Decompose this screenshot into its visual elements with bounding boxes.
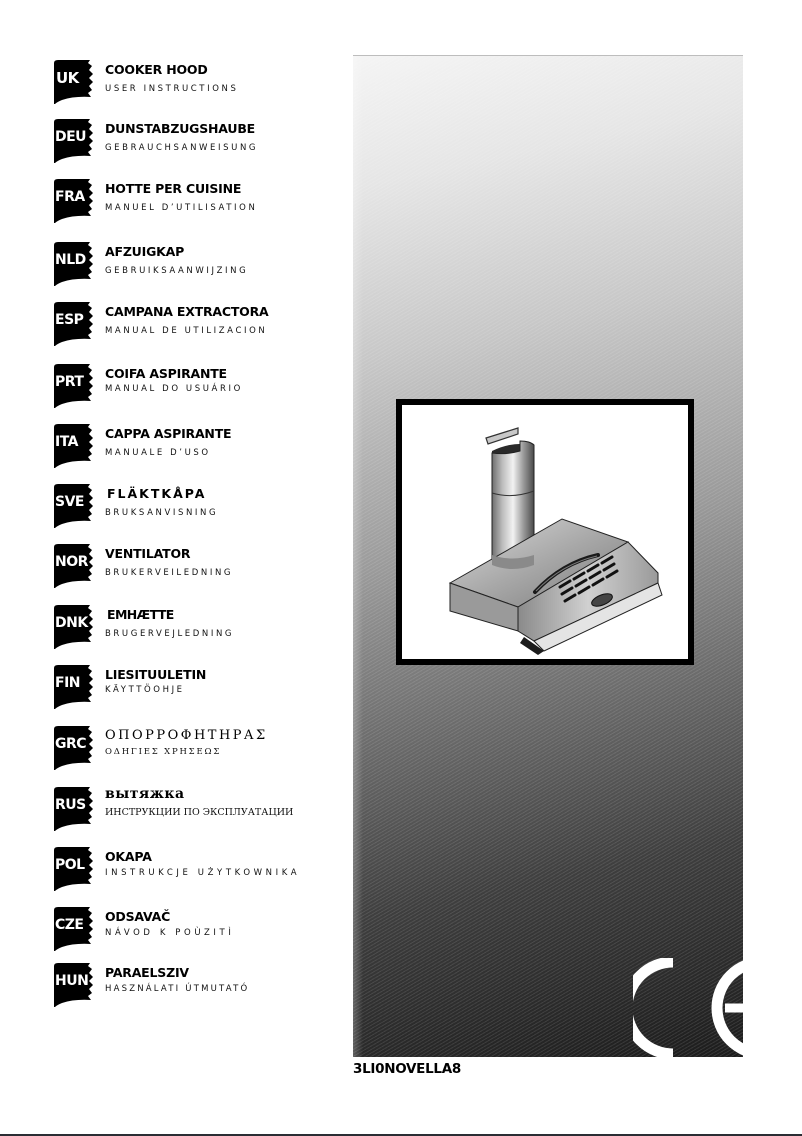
- language-subtitle: HASZNÁLATI ÚTMUTATÓ: [105, 984, 250, 994]
- cooker-hood-illustration-icon: [402, 405, 688, 659]
- language-badge: [54, 302, 96, 346]
- language-entry-grc: [54, 726, 344, 776]
- language-subtitle: BRUKERVEILEDNING: [105, 568, 234, 578]
- language-badge: [54, 119, 96, 163]
- language-title: CAPPA ASPIRANTE: [105, 426, 232, 441]
- language-code: NLD: [55, 252, 86, 268]
- language-code: RUS: [55, 797, 86, 813]
- language-badge: [54, 60, 96, 104]
- language-code: ESP: [55, 312, 84, 328]
- language-title: FLÄKTKÅPA: [107, 486, 207, 501]
- language-subtitle: GEBRAUCHSANWEISUNG: [105, 143, 259, 153]
- language-code: PRT: [55, 374, 84, 390]
- language-title: ΟΠΟΡΡΟΦΗΤΗΡΑΣ: [105, 728, 268, 743]
- language-code: HUN: [55, 973, 89, 989]
- language-title: OKAPA: [105, 849, 152, 864]
- language-subtitle: MANUAL DE UTILIZACION: [105, 326, 268, 336]
- model-code: 3LI0NOVELLA8: [353, 1061, 461, 1077]
- product-image-frame: [396, 399, 694, 665]
- language-entry-nld: [54, 242, 344, 292]
- language-code: ITA: [55, 434, 79, 450]
- language-code: DNK: [55, 615, 88, 631]
- language-code: GRC: [55, 736, 87, 752]
- cover-panel: [353, 55, 743, 1057]
- language-badge: [54, 665, 96, 709]
- language-subtitle: MANUALE D’USO: [105, 448, 211, 458]
- language-title: вытяжка: [105, 786, 185, 802]
- language-entry-ita: [54, 424, 344, 474]
- language-subtitle: MANUEL D’UTILISATION: [105, 203, 258, 213]
- language-subtitle: MANUAL DO USUÁRIO: [105, 384, 243, 394]
- language-title: DUNSTABZUGSHAUBE: [105, 121, 255, 136]
- language-title: AFZUIGKAP: [105, 244, 185, 259]
- language-subtitle: NÁVOD K POÙZITÌ: [105, 928, 235, 938]
- language-code: FIN: [55, 675, 80, 691]
- language-entry-sve: [54, 484, 344, 534]
- language-badge: [54, 963, 96, 1007]
- language-title: CAMPANA EXTRACTORA: [105, 304, 269, 319]
- language-entry-hun: [54, 963, 344, 1013]
- language-badge: [54, 787, 96, 831]
- language-code: UK: [56, 69, 79, 87]
- language-title: VENTILATOR: [105, 546, 191, 561]
- language-code: SVE: [55, 494, 84, 510]
- language-title: PARAELSZIV: [105, 965, 189, 980]
- language-entry-prt: [54, 364, 344, 414]
- language-badge: [54, 484, 96, 528]
- language-code: FRA: [55, 189, 85, 205]
- language-title: HOTTE PER CUISINE: [105, 181, 242, 196]
- language-entry-cze: [54, 907, 344, 957]
- language-subtitle: BRUGERVEJLEDNING: [105, 629, 235, 639]
- language-badge: [54, 424, 96, 468]
- language-code: DEU: [55, 129, 87, 145]
- language-code: POL: [55, 857, 85, 873]
- language-badge: [54, 605, 96, 649]
- language-code: CZE: [55, 917, 84, 933]
- language-subtitle: KÄYTTÖOHJE: [105, 685, 185, 695]
- language-entry-dnk: [54, 605, 344, 655]
- language-subtitle: INSTRUKCJE UŻYTKOWNIKA: [105, 868, 301, 878]
- language-badge: [54, 726, 96, 770]
- language-badge: [54, 179, 96, 223]
- language-subtitle: ИНСТРУКЦИИ ПО ЭКСПЛУАТАЦИИ: [105, 807, 294, 818]
- language-badge: [54, 364, 96, 408]
- language-subtitle: BRUKSANVISNING: [105, 508, 219, 518]
- language-title: COIFA ASPIRANTE: [105, 366, 227, 381]
- language-badge: [54, 907, 96, 951]
- language-badge: [54, 847, 96, 891]
- language-code: NOR: [55, 554, 88, 570]
- language-entry-fra: [54, 179, 344, 229]
- language-badge: [54, 544, 96, 588]
- language-entry-pol: [54, 847, 344, 897]
- language-title: EMHÆTTE: [107, 607, 174, 622]
- language-title: ODSAVAČ: [105, 909, 171, 924]
- language-entry-rus: [54, 787, 344, 837]
- language-entry-esp: [54, 302, 344, 352]
- language-subtitle: ΟΔΗΓΙΕΣ ΧΡΗΣΕΩΣ: [105, 747, 222, 757]
- language-entry-deu: [54, 119, 344, 169]
- language-subtitle: USER INSTRUCTIONS: [105, 84, 239, 94]
- language-badge: [54, 242, 96, 286]
- language-entry-uk: [54, 60, 344, 110]
- language-entry-fin: [54, 665, 344, 715]
- language-entry-nor: [54, 544, 344, 594]
- language-subtitle: GEBRUIKSAANWIJZING: [105, 266, 249, 276]
- language-title: COOKER HOOD: [105, 62, 208, 77]
- language-title: LIESITUULETIN: [105, 667, 207, 682]
- ce-mark-icon: [633, 958, 743, 1057]
